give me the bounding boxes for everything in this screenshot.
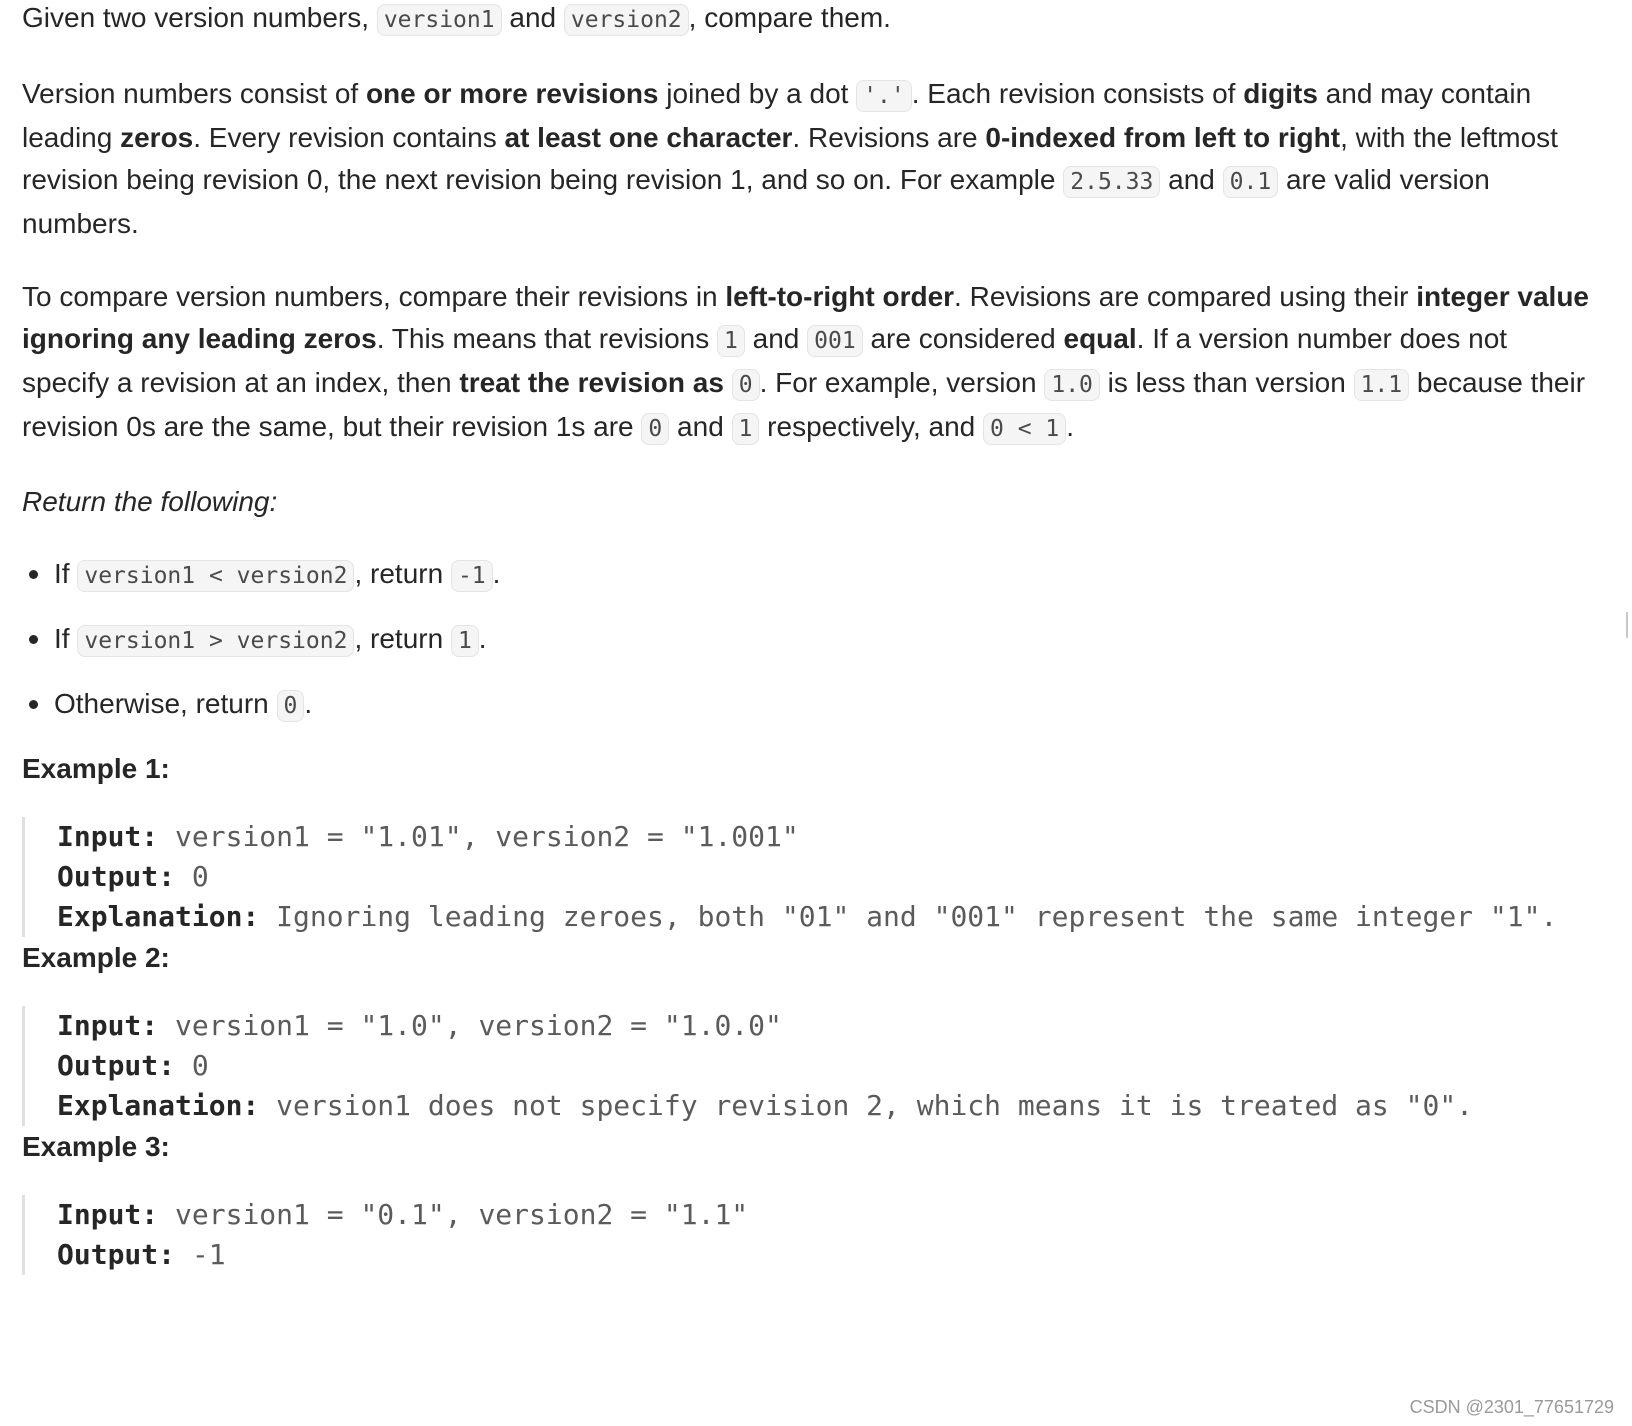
code-version2: version2 — [564, 4, 689, 36]
output-label: Output: — [57, 1049, 176, 1082]
input-line — [57, 1195, 1592, 1235]
inline-code: 0 — [277, 690, 305, 722]
text: joined by a dot — [658, 78, 857, 109]
text: If — [54, 558, 78, 589]
inline-code: version1 < version2 — [77, 560, 354, 592]
input-value: version1 = "0.1", version2 = "1.1" — [158, 1198, 749, 1231]
input-line — [57, 817, 1592, 857]
bold-text: left-to-right order — [725, 281, 955, 312]
definition-paragraph — [22, 73, 1592, 245]
output-label: Output: — [57, 860, 176, 893]
bold-text: one or more revisions — [365, 78, 659, 109]
text: To compare version numbers, compare their revisions in — [22, 281, 726, 312]
inline-code: 0 — [732, 369, 760, 401]
input-value: version1 = "1.01", version2 = "1.001" — [158, 820, 799, 853]
watermark: CSDN @2301_77651729 — [1408, 1395, 1616, 1420]
text: and — [1160, 164, 1223, 195]
text: are considered — [862, 323, 1064, 354]
intro-text: , compare them. — [688, 2, 891, 33]
inline-code: 0 < 1 — [983, 413, 1066, 445]
input-value: version1 = "1.0", version2 = "1.0.0" — [158, 1009, 782, 1042]
output-value: -1 — [175, 1238, 226, 1271]
inline-code: 1 — [732, 413, 760, 445]
input-label: Input: — [57, 1198, 159, 1231]
explanation-value: Ignoring leading zeroes, both "01" and "001" represent the same integer "1". — [259, 900, 1558, 933]
inline-code: 0.1 — [1223, 166, 1279, 198]
bold-text: integer value ignoring any leading zeros — [22, 281, 1589, 354]
example-2-title: Example 2: — [22, 942, 170, 973]
text: Version numbers consist of — [22, 78, 366, 109]
code-version1: version1 — [377, 4, 502, 36]
example-2-block — [22, 1006, 1592, 1126]
text: because their revision 0s are the same, but their revision 1s are — [22, 367, 1586, 442]
text: is less than version — [1099, 367, 1354, 398]
text: are valid version numbers. — [22, 164, 1490, 239]
example-1-block — [22, 817, 1592, 937]
inline-code: 001 — [807, 325, 863, 357]
example-3-block — [22, 1195, 1592, 1275]
list-item — [22, 618, 1592, 662]
text: . — [492, 558, 501, 589]
explanation-label: Explanation: — [57, 1089, 260, 1122]
bold-text: at least one character — [504, 122, 793, 153]
input-label: Input: — [57, 1009, 159, 1042]
text: If — [54, 623, 78, 654]
example-3-title: Example 3: — [22, 1131, 170, 1162]
list-item — [22, 683, 1592, 727]
explanation-value: version1 does not specify revision 2, which means it is treated as "0". — [259, 1089, 1474, 1122]
return-heading: Return the following: — [22, 486, 278, 517]
problem-description — [22, 0, 1592, 1275]
text: . Each revision consists of — [911, 78, 1244, 109]
intro-paragraph — [22, 0, 1592, 41]
text: respectively, and — [759, 411, 983, 442]
inline-code: 0 — [641, 413, 669, 445]
output-label: Output: — [57, 1238, 176, 1271]
inline-code: 1.1 — [1354, 369, 1410, 401]
bold-text: equal — [1063, 323, 1137, 354]
output-value: 0 — [175, 860, 209, 893]
text: and — [669, 411, 732, 442]
output-line — [57, 1235, 1592, 1275]
text: and — [744, 323, 808, 354]
input-line — [57, 1006, 1592, 1046]
inline-code: version1 > version2 — [77, 625, 354, 657]
text: and may contain leading — [22, 78, 1532, 153]
output-line — [57, 857, 1592, 897]
text: Otherwise, return — [54, 688, 277, 719]
bold-text: treat the revision as — [459, 367, 724, 398]
inline-code: 1 — [717, 325, 745, 357]
resize-handle[interactable] — [1626, 612, 1632, 638]
text: , with the leftmost revision being revision 0, the next revision being revision 1, and so on. For example — [22, 122, 1558, 195]
text: . — [1066, 411, 1075, 442]
output-line — [57, 1046, 1592, 1086]
text: . This means that revisions — [376, 323, 718, 354]
text: , return — [354, 558, 451, 589]
intro-text: Given two version numbers, — [22, 2, 377, 33]
bold-text: 0-indexed from left to right — [985, 122, 1341, 153]
inline-code: 2.5.33 — [1063, 166, 1160, 198]
list-item — [22, 553, 1592, 597]
text: . If a version number does not specify a revision at an index, then — [22, 323, 1508, 398]
text: . Every revision contains — [193, 122, 505, 153]
bold-text: digits — [1243, 78, 1318, 109]
text: , return — [354, 623, 451, 654]
text — [724, 367, 732, 398]
explanation-line — [57, 1086, 1592, 1126]
text: . — [304, 688, 313, 719]
comparison-paragraph — [22, 276, 1592, 450]
input-label: Input: — [57, 820, 159, 853]
text: . Revisions are — [792, 122, 986, 153]
explanation-line — [57, 897, 1592, 937]
inline-code: 1 — [451, 625, 479, 657]
intro-text: and — [501, 2, 564, 33]
inline-code: '.' — [856, 80, 912, 112]
explanation-label: Explanation: — [57, 900, 260, 933]
bold-text: zeros — [120, 122, 194, 153]
example-1-title: Example 1: — [22, 753, 170, 784]
text: . — [478, 623, 487, 654]
inline-code: -1 — [451, 560, 493, 592]
output-value: 0 — [175, 1049, 209, 1082]
text: . For example, version — [759, 367, 1045, 398]
inline-code: 1.0 — [1044, 369, 1100, 401]
text: . Revisions are compared using their — [954, 281, 1417, 312]
return-rules-list — [22, 553, 1592, 727]
